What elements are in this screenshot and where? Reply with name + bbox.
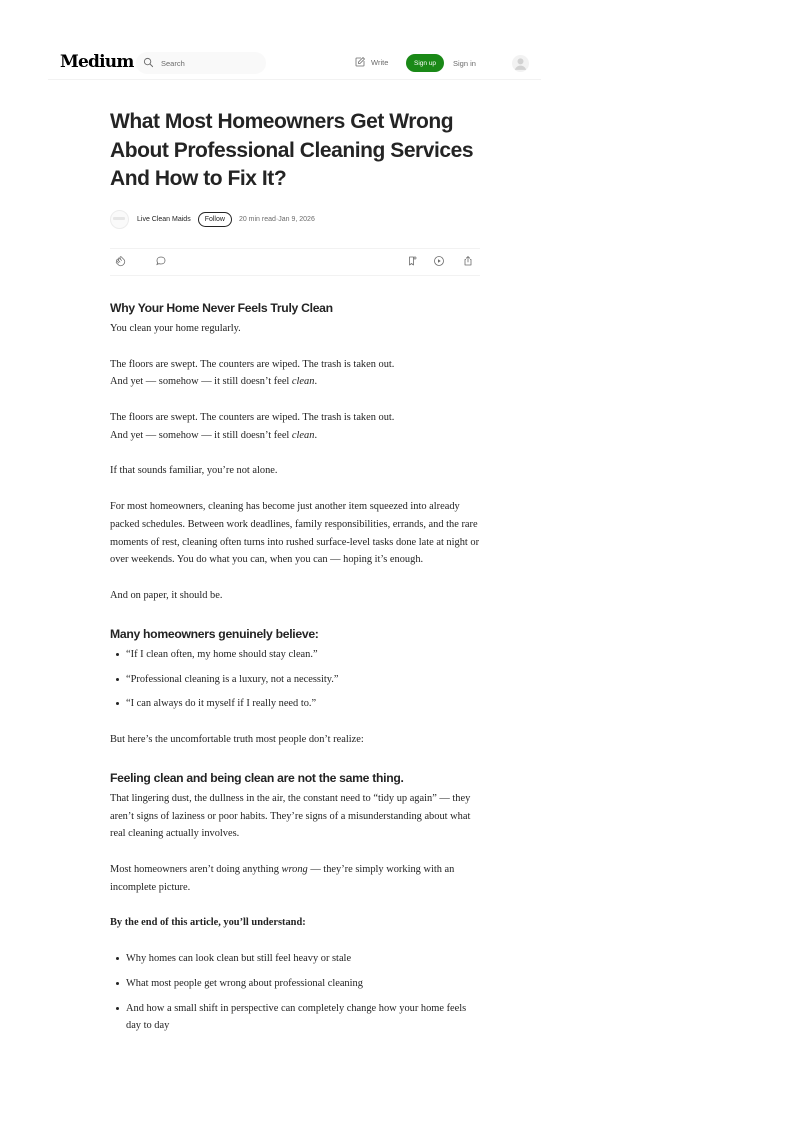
publish-date: Jan 9, 2026 bbox=[278, 215, 315, 223]
write-label: Write bbox=[371, 57, 389, 67]
paragraph: But here’s the uncomfortable truth most people don’t realize: bbox=[110, 733, 364, 745]
clap-icon[interactable] bbox=[114, 255, 127, 268]
comment-icon[interactable] bbox=[155, 255, 167, 267]
article bbox=[110, 108, 482, 1032]
paragraph: You clean your home regularly. bbox=[110, 323, 241, 334]
section-heading: Many homeowners genuinely believe: bbox=[110, 626, 319, 641]
search-box[interactable] bbox=[136, 52, 266, 74]
paragraph: And yet — somehow — it still doesn’t feel clean. bbox=[110, 376, 318, 388]
medium-logo[interactable]: Medium bbox=[60, 52, 134, 72]
search-icon bbox=[143, 57, 154, 68]
paragraph: The floors are swept. The counters are wiped. The trash is taken out. bbox=[110, 358, 395, 370]
search-input[interactable] bbox=[161, 56, 259, 70]
listen-play-icon[interactable] bbox=[433, 255, 445, 267]
write-icon bbox=[354, 56, 366, 68]
top-navbar bbox=[48, 47, 541, 80]
follow-button[interactable]: Follow bbox=[198, 212, 232, 227]
list-item: “Professional cleaning is a luxury, not a necessity.” bbox=[110, 671, 482, 689]
sign-up-button[interactable]: Sign up bbox=[406, 54, 444, 72]
read-time: 20 min read bbox=[238, 215, 276, 223]
article-body bbox=[110, 300, 482, 1035]
action-bar bbox=[110, 248, 480, 276]
list-item: “If I clean often, my home should stay clean.” bbox=[110, 646, 482, 664]
paragraph: If that sounds familiar, you’re not alone. bbox=[110, 465, 278, 477]
paragraph: That lingering dust, the dullness in the air, the constant need to “tidy up again” — they aren’t signs of laziness or poor habits. They’re signs of a misunderstanding about what real cleaning actually involves. bbox=[110, 792, 471, 840]
paragraph: For most homeowners, cleaning has become just another item squeezed into already packed schedules. Between work deadlines, family responsibilities, errands, and the rare moments of rest, cleaning often turns into rushed surface-level tasks done late at night or over weekends. You do what you can, when you can — hoping it’s enough. bbox=[110, 500, 480, 566]
list-item: “I can always do it myself if I really need to.” bbox=[110, 695, 482, 713]
paragraph: By the end of this article, you’ll understand: bbox=[110, 917, 306, 929]
author-avatar[interactable] bbox=[110, 210, 129, 229]
section-heading: Why Your Home Never Feels Truly Clean bbox=[110, 301, 333, 315]
author-name[interactable]: Live Clean Maids bbox=[137, 215, 191, 223]
write-button[interactable] bbox=[354, 56, 388, 68]
paragraph: And yet — somehow — it still doesn’t feel clean. bbox=[110, 429, 318, 441]
paragraph: Most homeowners aren’t doing anything wrong — they’re simply working with an incomplete picture. bbox=[110, 863, 455, 893]
paragraph: The floors are swept. The counters are wiped. The trash is taken out. bbox=[110, 411, 395, 423]
sign-in-link[interactable]: Sign in bbox=[453, 59, 476, 68]
list-item: And how a small shift in perspective can completely change how your home feels day to day bbox=[110, 1000, 482, 1036]
meta-separator: · bbox=[275, 215, 279, 223]
list-item: What most people get wrong about professional cleaning bbox=[110, 975, 482, 993]
share-icon[interactable] bbox=[462, 255, 474, 267]
beliefs-list bbox=[110, 646, 482, 713]
list-item: Why homes can look clean but still feel heavy or stale bbox=[110, 950, 482, 968]
byline bbox=[110, 209, 482, 229]
user-avatar-icon[interactable] bbox=[512, 55, 529, 72]
understand-list bbox=[110, 950, 482, 1035]
section-heading: Feeling clean and being clean are not the same thing. bbox=[110, 770, 404, 785]
bookmark-icon[interactable] bbox=[406, 255, 418, 267]
paragraph: And on paper, it should be. bbox=[110, 589, 223, 601]
article-title: What Most Homeowners Get Wrong About Professional Cleaning Services And How to Fix It? bbox=[110, 110, 474, 190]
